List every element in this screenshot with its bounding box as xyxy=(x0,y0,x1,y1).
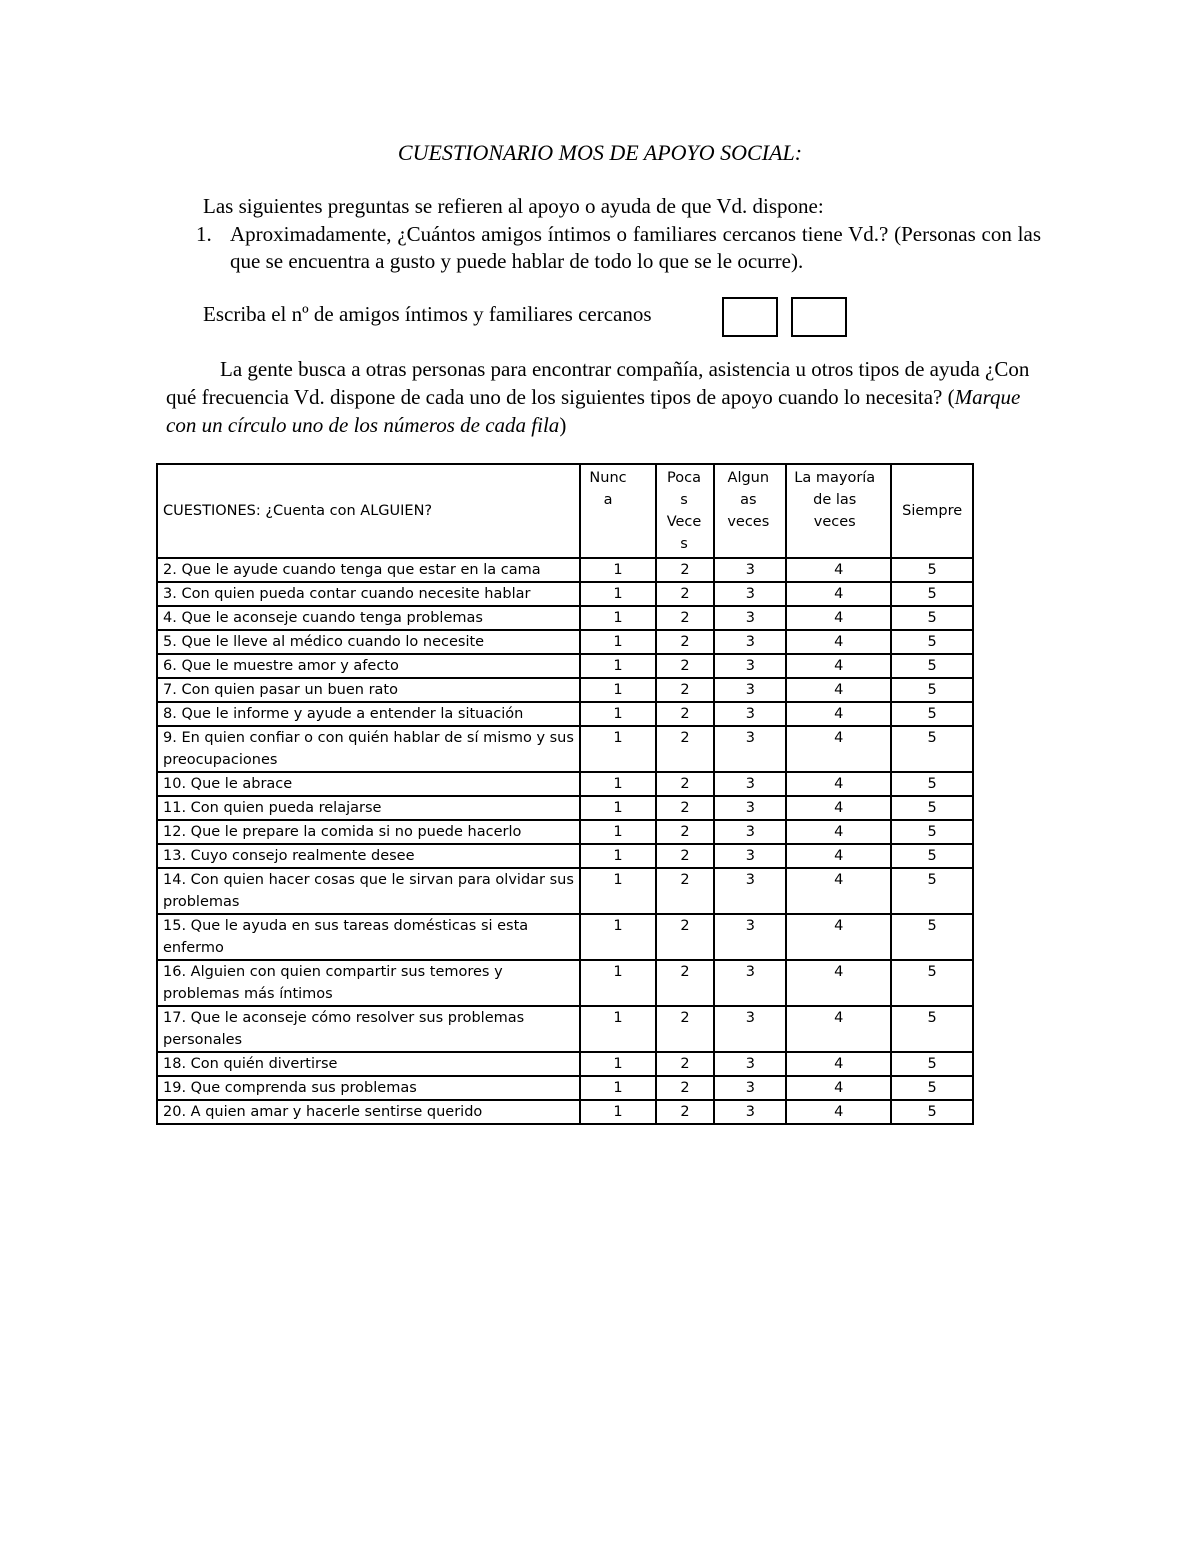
table-row xyxy=(157,844,973,868)
table-row xyxy=(157,702,973,726)
table-row xyxy=(157,726,973,772)
table-row xyxy=(157,1076,973,1100)
question-column-header: CUESTIONES: ¿Cuenta con ALGUIEN? xyxy=(157,464,580,558)
rating-option-3[interactable]: 3 xyxy=(714,558,786,582)
rating-option-3[interactable]: 3 xyxy=(714,1076,786,1100)
question-cell: 16. Alguien con quien compartir sus temores y problemas más íntimos xyxy=(157,960,580,1006)
rating-option-3[interactable]: 3 xyxy=(714,630,786,654)
rating-option-5[interactable]: 5 xyxy=(891,726,973,772)
rating-option-1[interactable]: 1 xyxy=(580,1076,655,1100)
rating-option-2[interactable]: 2 xyxy=(656,582,715,606)
rating-option-4[interactable]: 4 xyxy=(786,678,891,702)
rating-option-1[interactable]: 1 xyxy=(580,654,655,678)
rating-option-2[interactable]: 2 xyxy=(656,868,715,914)
rating-option-5[interactable]: 5 xyxy=(891,796,973,820)
table-row xyxy=(157,582,973,606)
table-row xyxy=(157,630,973,654)
instructions-close: ) xyxy=(559,413,567,437)
rating-option-4[interactable]: 4 xyxy=(786,630,891,654)
rating-option-3[interactable]: 3 xyxy=(714,582,786,606)
rating-option-4[interactable]: 4 xyxy=(786,772,891,796)
rating-option-3[interactable]: 3 xyxy=(714,1052,786,1076)
rating-option-3[interactable]: 3 xyxy=(714,1100,786,1124)
rating-option-2[interactable]: 2 xyxy=(656,654,715,678)
rating-option-5[interactable]: 5 xyxy=(891,606,973,630)
rating-option-5[interactable]: 5 xyxy=(891,820,973,844)
rating-option-1[interactable]: 1 xyxy=(580,960,655,1006)
rating-option-1[interactable]: 1 xyxy=(580,558,655,582)
question-cell: 9. En quien confiar o con quién hablar de sí mismo y sus preocupaciones xyxy=(157,726,580,772)
rating-option-2[interactable]: 2 xyxy=(656,796,715,820)
rating-option-2[interactable]: 2 xyxy=(656,1006,715,1052)
table-row xyxy=(157,1006,973,1052)
rating-option-5[interactable]: 5 xyxy=(891,1006,973,1052)
rating-option-2[interactable]: 2 xyxy=(656,772,715,796)
table-row xyxy=(157,558,973,582)
rating-option-4[interactable]: 4 xyxy=(786,606,891,630)
option-header-pocas-veces: Poca s Vece s xyxy=(656,464,715,558)
table-body xyxy=(157,558,973,1124)
rating-option-5[interactable]: 5 xyxy=(891,582,973,606)
rating-option-4[interactable]: 4 xyxy=(786,1052,891,1076)
option-header-nunca: Nunc a xyxy=(580,464,655,558)
rating-option-5[interactable]: 5 xyxy=(891,1076,973,1100)
count-digit-box-2[interactable] xyxy=(791,297,847,337)
rating-option-2[interactable]: 2 xyxy=(656,844,715,868)
rating-option-1[interactable]: 1 xyxy=(580,606,655,630)
rating-option-5[interactable]: 5 xyxy=(891,1052,973,1076)
rating-option-2[interactable]: 2 xyxy=(656,726,715,772)
rating-option-5[interactable]: 5 xyxy=(891,630,973,654)
question-cell: 4. Que le aconseje cuando tenga problemas xyxy=(157,606,580,630)
question-1 xyxy=(196,221,1041,275)
rating-option-5[interactable]: 5 xyxy=(891,914,973,960)
rating-option-4[interactable]: 4 xyxy=(786,796,891,820)
question-cell: 11. Con quien pueda relajarse xyxy=(157,796,580,820)
rating-option-1[interactable]: 1 xyxy=(580,582,655,606)
rating-option-1[interactable]: 1 xyxy=(580,844,655,868)
rating-option-2[interactable]: 2 xyxy=(656,820,715,844)
rating-option-4[interactable]: 4 xyxy=(786,820,891,844)
question-cell: 19. Que comprenda sus problemas xyxy=(157,1076,580,1100)
rating-option-1[interactable]: 1 xyxy=(580,914,655,960)
rating-option-1[interactable]: 1 xyxy=(580,1052,655,1076)
instructions-text: La gente busca a otras personas para encontrar compañía, asistencia u otros tipos de ayuda ¿Con qué frecuencia Vd. dispone de cada uno de los siguientes tipos de apoyo cuando lo necesita? ( xyxy=(166,357,1030,409)
rating-option-2[interactable]: 2 xyxy=(656,1100,715,1124)
rating-option-1[interactable]: 1 xyxy=(580,1006,655,1052)
table-row xyxy=(157,914,973,960)
rating-option-1[interactable]: 1 xyxy=(580,820,655,844)
rating-option-2[interactable]: 2 xyxy=(656,1052,715,1076)
rating-option-2[interactable]: 2 xyxy=(656,1076,715,1100)
rating-option-4[interactable]: 4 xyxy=(786,702,891,726)
intro-text: Las siguientes preguntas se refieren al apoyo o ayuda de que Vd. dispone: xyxy=(203,194,824,218)
rating-option-3[interactable]: 3 xyxy=(714,726,786,772)
instructions-paragraph xyxy=(166,355,1041,439)
question-1-text: Aproximadamente, ¿Cuántos amigos íntimos o familiares cercanos tiene Vd.? (Personas con las que se encuentra a gusto y puede hablar de todo lo que se le ocurre). xyxy=(230,222,1041,273)
question-cell: 7. Con quien pasar un buen rato xyxy=(157,678,580,702)
table-row xyxy=(157,868,973,914)
rating-option-4[interactable]: 4 xyxy=(786,726,891,772)
rating-option-1[interactable]: 1 xyxy=(580,702,655,726)
table-row xyxy=(157,820,973,844)
question-cell: 8. Que le informe y ayude a entender la situación xyxy=(157,702,580,726)
table-row xyxy=(157,772,973,796)
rating-option-4[interactable]: 4 xyxy=(786,558,891,582)
rating-option-3[interactable]: 3 xyxy=(714,772,786,796)
rating-option-1[interactable]: 1 xyxy=(580,630,655,654)
rating-option-3[interactable]: 3 xyxy=(714,960,786,1006)
rating-option-1[interactable]: 1 xyxy=(580,678,655,702)
rating-option-2[interactable]: 2 xyxy=(656,914,715,960)
rating-option-5[interactable]: 5 xyxy=(891,844,973,868)
rating-option-2[interactable]: 2 xyxy=(656,960,715,1006)
rating-option-4[interactable]: 4 xyxy=(786,844,891,868)
rating-option-3[interactable]: 3 xyxy=(714,654,786,678)
rating-option-3[interactable]: 3 xyxy=(714,820,786,844)
rating-option-5[interactable]: 5 xyxy=(891,960,973,1006)
rating-option-4[interactable]: 4 xyxy=(786,654,891,678)
question-cell: 12. Que le prepare la comida si no puede hacerlo xyxy=(157,820,580,844)
rating-option-5[interactable]: 5 xyxy=(891,558,973,582)
count-digit-box-1[interactable] xyxy=(722,297,778,337)
rating-option-2[interactable]: 2 xyxy=(656,702,715,726)
rating-option-1[interactable]: 1 xyxy=(580,868,655,914)
page-title: CUESTIONARIO MOS DE APOYO SOCIAL: xyxy=(397,140,803,165)
rating-option-1[interactable]: 1 xyxy=(580,772,655,796)
question-cell: 10. Que le abrace xyxy=(157,772,580,796)
rating-option-3[interactable]: 3 xyxy=(714,702,786,726)
question-cell: 13. Cuyo consejo realmente desee xyxy=(157,844,580,868)
table-row xyxy=(157,1052,973,1076)
rating-option-3[interactable]: 3 xyxy=(714,868,786,914)
rating-option-1[interactable]: 1 xyxy=(580,796,655,820)
rating-option-3[interactable]: 3 xyxy=(714,796,786,820)
rating-option-2[interactable]: 2 xyxy=(656,630,715,654)
table-header-row xyxy=(157,464,973,558)
table-row xyxy=(157,654,973,678)
table-row xyxy=(157,960,973,1006)
table-row xyxy=(157,678,973,702)
rating-option-3[interactable]: 3 xyxy=(714,606,786,630)
question-cell: 6. Que le muestre amor y afecto xyxy=(157,654,580,678)
rating-option-5[interactable]: 5 xyxy=(891,772,973,796)
rating-option-3[interactable]: 3 xyxy=(714,914,786,960)
rating-option-2[interactable]: 2 xyxy=(656,678,715,702)
question-cell: 18. Con quién divertirse xyxy=(157,1052,580,1076)
rating-option-4[interactable]: 4 xyxy=(786,868,891,914)
rating-option-5[interactable]: 5 xyxy=(891,678,973,702)
rating-option-5[interactable]: 5 xyxy=(891,868,973,914)
table-row xyxy=(157,796,973,820)
rating-option-1[interactable]: 1 xyxy=(580,1100,655,1124)
rating-option-3[interactable]: 3 xyxy=(714,844,786,868)
question-cell: 3. Con quien pueda contar cuando necesite hablar xyxy=(157,582,580,606)
option-header-la-mayoria: La mayoría de las veces xyxy=(786,464,891,558)
option-header-siempre: Siempre xyxy=(891,464,973,558)
rating-option-4[interactable]: 4 xyxy=(786,960,891,1006)
instructions-hint: Marque con un círculo uno de los números de cada fila xyxy=(166,385,1021,437)
rating-option-5[interactable]: 5 xyxy=(891,1100,973,1124)
rating-option-5[interactable]: 5 xyxy=(891,702,973,726)
question-cell: 14. Con quien hacer cosas que le sirvan para olvidar sus problemas xyxy=(157,868,580,914)
rating-option-2[interactable]: 2 xyxy=(656,606,715,630)
rating-option-2[interactable]: 2 xyxy=(656,558,715,582)
table-row xyxy=(157,1100,973,1124)
question-cell: 5. Que le lleve al médico cuando lo necesite xyxy=(157,630,580,654)
rating-option-4[interactable]: 4 xyxy=(786,1100,891,1124)
rating-option-4[interactable]: 4 xyxy=(786,1006,891,1052)
rating-option-4[interactable]: 4 xyxy=(786,1076,891,1100)
mos-questionnaire-table xyxy=(156,463,974,1125)
rating-option-1[interactable]: 1 xyxy=(580,726,655,772)
question-1-number: 1. xyxy=(196,222,212,246)
rating-option-3[interactable]: 3 xyxy=(714,1006,786,1052)
option-header-algunas-veces: Algun as veces xyxy=(714,464,786,558)
rating-option-3[interactable]: 3 xyxy=(714,678,786,702)
question-cell: 20. A quien amar y hacerle sentirse querido xyxy=(157,1100,580,1124)
question-cell: 15. Que le ayuda en sus tareas domésticas si esta enfermo xyxy=(157,914,580,960)
count-prompt: Escriba el nº de amigos íntimos y familiares cercanos xyxy=(203,302,652,326)
table-row xyxy=(157,606,973,630)
rating-option-4[interactable]: 4 xyxy=(786,582,891,606)
question-cell: 17. Que le aconseje cómo resolver sus problemas personales xyxy=(157,1006,580,1052)
rating-option-4[interactable]: 4 xyxy=(786,914,891,960)
question-cell: 2. Que le ayude cuando tenga que estar en la cama xyxy=(157,558,580,582)
rating-option-5[interactable]: 5 xyxy=(891,654,973,678)
